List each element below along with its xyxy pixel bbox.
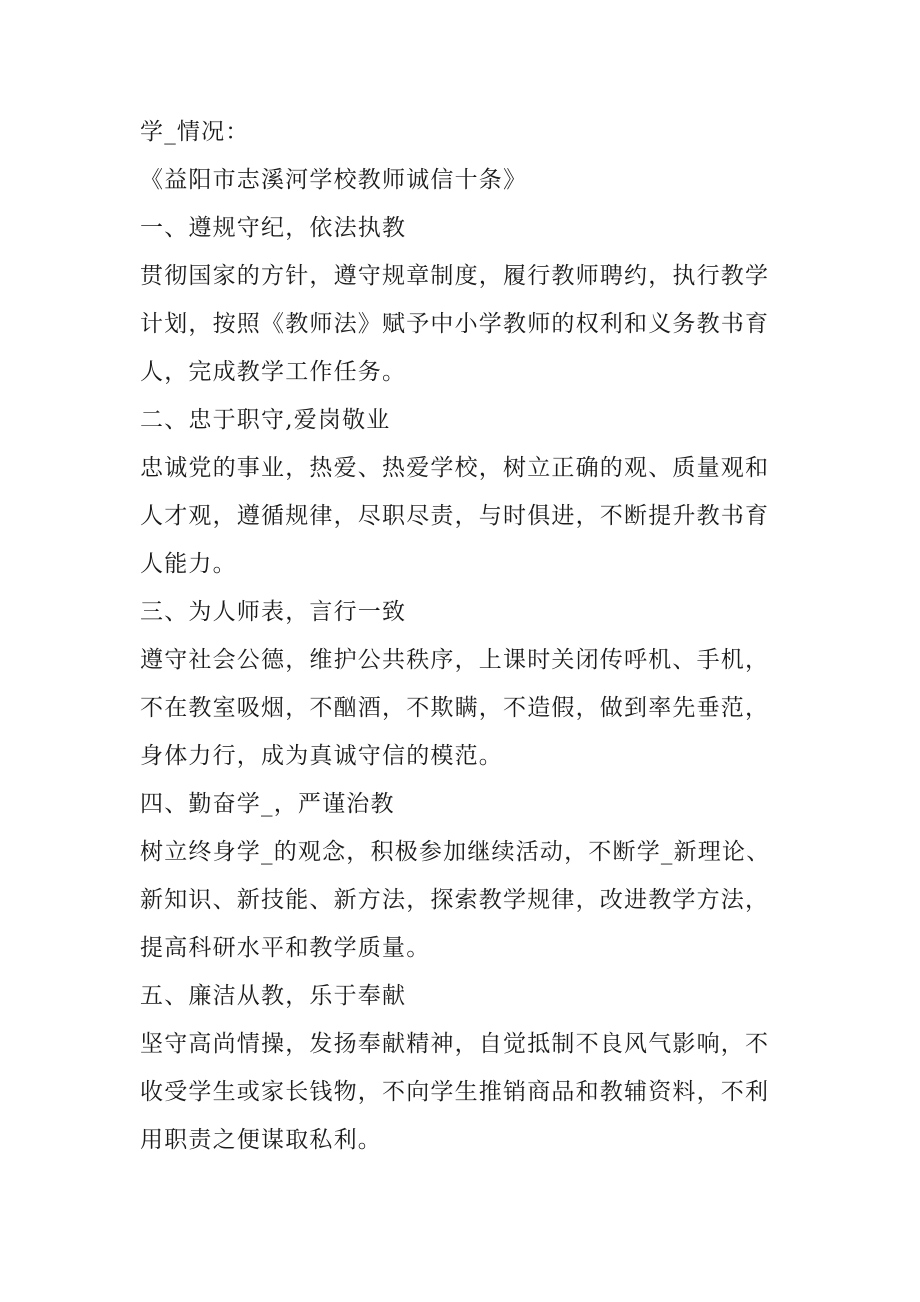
section-heading-1: 一、遵规守纪，依法执教: [140, 215, 407, 241]
paragraph-line: 人，完成教学工作任务。: [140, 359, 407, 385]
section-heading-2: 二、忠于职守,爱岗敬业: [140, 407, 391, 433]
document-body: [140, 108, 820, 1164]
paragraph-line: 人能力。: [140, 551, 237, 577]
paragraph-line: 计划，按照《教师法》赋予中小学教师的权利和义务教书育: [140, 311, 770, 337]
section-heading-5: 五、廉洁从教，乐于奉献: [140, 983, 407, 1009]
paragraph-line: 收受学生或家长钱物，不向学生推销商品和教辅资料，不利: [140, 1079, 770, 1105]
paragraph-line: 人才观，遵循规律，尽职尽责，与时俱进，不断提升教书育: [140, 503, 770, 529]
paragraph-line: 忠诚党的事业，热爱、热爱学校，树立正确的观、质量观和: [140, 455, 770, 481]
paragraph-line: 不在教室吸烟，不酗酒，不欺瞒，不造假，做到率先垂范，: [140, 695, 770, 721]
paragraph-line: 树立终身学_的观念，积极参加继续活动，不断学_新理论、: [140, 839, 771, 865]
document-title: 《益阳市志溪河学校教师诚信十条》: [140, 167, 528, 193]
paragraph-line: 提高科研水平和教学质量。: [140, 935, 431, 961]
paragraph-line: 坚守高尚情操，发扬奉献精神，自觉抵制不良风气影响，不: [140, 1031, 770, 1057]
section-heading-3: 三、为人师表，言行一致: [140, 599, 407, 625]
text-line-intro: 学_情况：: [140, 119, 250, 145]
section-heading-4: 四、勤奋学_，严谨治教: [140, 791, 395, 817]
paragraph-line: 用职责之便谋取私利。: [140, 1127, 382, 1153]
paragraph-line: 新知识、新技能、新方法，探索教学规律，改进教学方法，: [140, 887, 770, 913]
paragraph-line: 遵守社会公德，维护公共秩序，上课时关闭传呼机、手机，: [140, 647, 770, 673]
paragraph-line: 贯彻国家的方针，遵守规章制度，履行教师聘约，执行教学: [140, 263, 770, 289]
paragraph-line: 身体力行，成为真诚守信的模范。: [140, 743, 503, 769]
